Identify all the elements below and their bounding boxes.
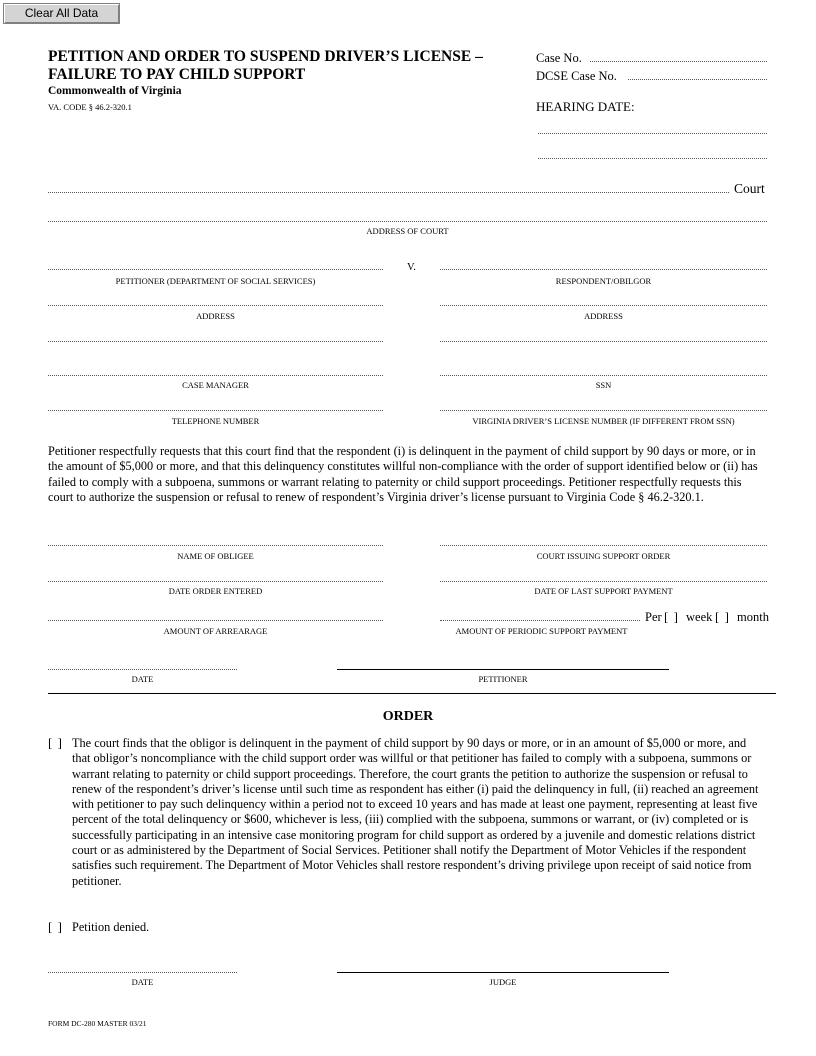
form-title-line1: PETITION AND ORDER TO SUSPEND DRIVER’S LICENSE – [48,48,483,65]
respondent-address-field[interactable] [440,305,767,306]
grant-checkbox[interactable]: [ ] [48,735,63,750]
month-checkbox[interactable]: [ ] [715,609,730,624]
date-entered-field[interactable] [48,581,383,582]
form-id: FORM DC-280 MASTER 03/21 [48,1019,147,1028]
obligee-field[interactable] [48,545,383,546]
week-checkbox[interactable]: [ ] [664,609,679,624]
date-entered-caption: DATE ORDER ENTERED [168,586,263,596]
order-grant-text: The court finds that the obligor is delinquent in the payment of child support by 90 days or more, or in an amount of $5,000 or more, and that obligor’s noncompliance with the child support order was willful or that petitioner has failed to comply with a subpoena, summons or warrant relating to paternity or child support proceedings. Therefore, the court grants the petition to authorize the suspension or refusal to renew of the respondent’s driver’s license until such time as respondent has either (i) paid the delinquency in full, (ii) reached an agreement with petitioner to pay such delinquency within a period not to exceed 10 years and has made at least one payment, representing at least five percent of the total delinquency or $600, whichever is less, (iii) complied with the subpoena, summons or warrant, or (iv) completed or is successfully participating in an intensive case monitoring program for child support as ordered by a juvenile and domestic relations district court or as administered by the Department of Social Services. Petitioner shall notify the Department of Motor Vehicles if the respondent satisfies such requirement. The Department of Motor Vehicles shall restore respondent’s driving privilege upon receipt of said notice from petitioner. [72,736,759,888]
court-address-field[interactable] [48,221,767,222]
arrearage-field[interactable] [48,620,383,621]
dcse-case-no-field[interactable] [628,79,767,80]
petition-date-caption: DATE [131,674,154,684]
last-payment-caption: DATE OF LAST SUPPORT PAYMENT [534,586,673,596]
telephone-field[interactable] [48,410,383,411]
obligee-caption: NAME OF OBLIGEE [177,551,254,561]
hearing-date-field-1[interactable] [538,133,767,134]
order-date-field[interactable] [48,972,237,973]
dcse-case-no-label: DCSE Case No. [536,69,617,83]
respondent-address-field-2[interactable] [440,341,767,342]
petitioner-field[interactable] [48,269,383,270]
ssn-caption: SSN [595,380,612,390]
statute-code: VA. CODE § 46.2-320.1 [48,102,132,112]
petition-date-field[interactable] [48,669,237,670]
petitioner-address-field[interactable] [48,305,383,306]
case-no-label: Case No. [536,51,582,65]
court-label: Court [734,181,765,196]
petitioner-address-field-2[interactable] [48,341,383,342]
judge-signature-caption: JUDGE [489,977,517,987]
judge-signature-line[interactable] [337,972,669,973]
license-number-caption: VIRGINIA DRIVER’S LICENSE NUMBER (IF DIFFERENT FROM SSN) [472,416,735,426]
form-title-line2: FAILURE TO PAY CHILD SUPPORT [48,66,306,83]
periodic-payment-caption: AMOUNT OF PERIODIC SUPPORT PAYMENT [455,626,628,636]
hearing-date-label: HEARING DATE: [536,99,635,114]
case-manager-field[interactable] [48,375,383,376]
denied-checkbox[interactable]: [ ] [48,919,63,934]
petition-request-text: Petitioner respectfully requests that this court find that the respondent (i) is delinquent in the payment of child support by 90 days or more, or in the amount of $5,000 or more, and that this delinquency constitutes willful non-compliance with the order of support identified below or (ii) has failed to comply with a subpoena, summons or warrant relating to paternity or child support proceedings. Petitioner respectfully requests this court to authorize the suspension or refusal to renew of respondent’s Virginia driver’s license pursuant to Virginia Code § 46.2-320.1. [48,444,758,504]
court-issuing-caption: COURT ISSUING SUPPORT ORDER [536,551,671,561]
petitioner-signature-line[interactable] [337,669,669,670]
respondent-caption: RESPONDENT/OBILGOR [555,276,652,286]
petitioner-caption: PETITIONER (DEPARTMENT OF SOCIAL SERVICES) [115,276,316,286]
telephone-caption: TELEPHONE NUMBER [171,416,260,426]
petitioner-signature-caption: PETITIONER [478,674,528,684]
license-number-field[interactable] [440,410,767,411]
arrearage-caption: AMOUNT OF ARREARAGE [163,626,268,636]
per-label: Per [645,610,662,624]
order-heading: ORDER [382,709,434,724]
respondent-address-caption: ADDRESS [584,311,623,321]
hearing-date-field-2[interactable] [538,158,767,159]
case-no-field[interactable] [590,61,767,62]
order-date-caption: DATE [131,977,154,987]
petition-denied-text: Petition denied. [72,920,150,934]
last-payment-field[interactable] [440,581,767,582]
week-label: week [686,610,713,624]
clear-all-data-button[interactable]: Clear All Data [3,3,120,24]
court-issuing-field[interactable] [440,545,767,546]
ssn-field[interactable] [440,375,767,376]
month-label: month [737,610,769,624]
section-divider [48,693,776,694]
periodic-payment-field[interactable] [440,620,640,621]
versus-label: V. [407,262,416,273]
case-manager-caption: CASE MANAGER [182,380,249,390]
court-name-field[interactable] [48,192,729,193]
form-subtitle: Commonwealth of Virginia [48,85,182,97]
petitioner-address-caption: ADDRESS [196,311,235,321]
court-address-caption: ADDRESS OF COURT [366,226,449,236]
respondent-field[interactable] [440,269,767,270]
